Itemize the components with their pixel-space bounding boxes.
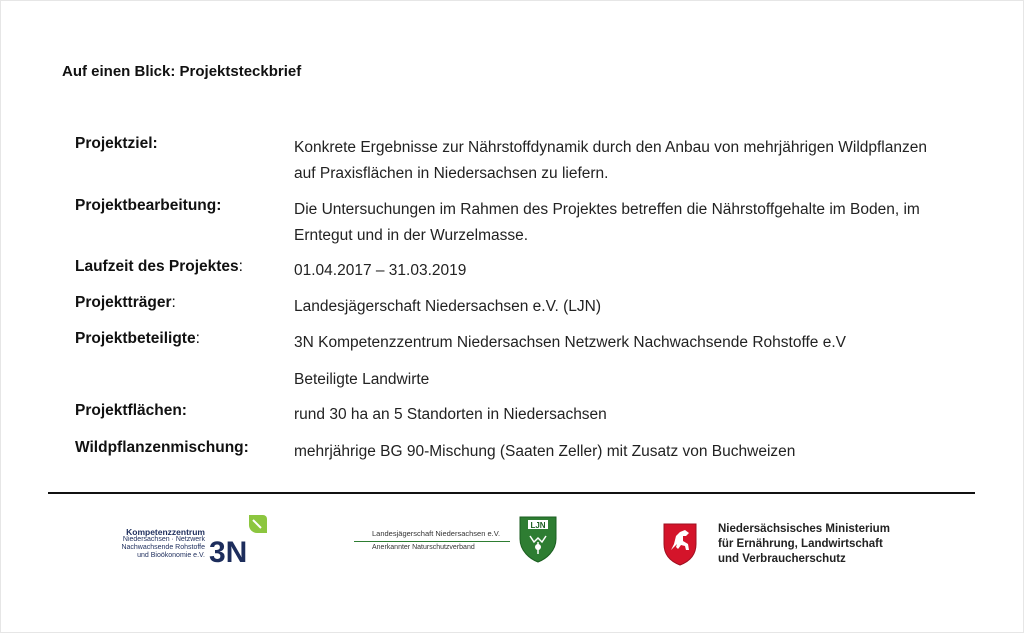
footer-divider xyxy=(48,492,975,494)
row-value: mehrjährige BG 90-Mischung (Saaten Zeller) mit Zusatz von Buchweizen xyxy=(294,443,796,460)
ljn-shield-icon xyxy=(517,514,559,564)
row-value: Konkrete Ergebnisse zur Nährstoffdynamik durch den Anbau von mehrjährigen Wildpflanzen auf Praxisflächen in Niedersachsen zu liefern. xyxy=(294,139,927,182)
row-label: Projektflächen: xyxy=(75,402,187,419)
row-value: rund 30 ha an 5 Standorten in Niedersachsen xyxy=(294,406,607,423)
niedersachsen-horse-crest-icon xyxy=(662,522,698,566)
svg-text:LJN: LJN xyxy=(530,521,546,530)
logo-niedersachsen-ministerium xyxy=(662,520,922,570)
svg-text:3N: 3N xyxy=(209,536,248,566)
row-value: Landesjägerschaft Niedersachsen e.V. (LJN) xyxy=(294,298,602,315)
row-label: Projektbearbeitung: xyxy=(75,197,222,214)
row-label: Projektträger: xyxy=(75,294,176,311)
logo-nds-text: Niedersächsisches Ministerium für Ernährung, Landwirtschaft und Verbraucherschutz xyxy=(718,523,890,565)
row-label: Projektziel: xyxy=(75,135,158,152)
logo-landesjaegerschaft: Landesjägerschaft Niedersachsen e.V. Anerkannter Naturschutzverband LJN xyxy=(352,514,564,568)
row-label: Wildpflanzenmischung: xyxy=(75,439,249,456)
logo-ljn-line xyxy=(354,541,510,542)
row-value: Beteiligte Landwirte xyxy=(294,371,430,388)
row-value: Die Untersuchungen im Rahmen des Projektes betreffen die Nährstoffgehalte im Boden, im Erntegut und in der Wurzelmasse. xyxy=(294,201,920,244)
row-value: 3N Kompetenzzentrum Niedersachsen Netzwerk Nachwachsende Rohstoffe e.V xyxy=(294,334,846,351)
row-label: Projektbeteiligte: xyxy=(75,330,200,347)
logo-3n-text: Kompetenzzentrum Niedersachsen · Netzwerk Nachwachsende Rohstoffe und Bioökonomie e.V. xyxy=(121,527,205,559)
logo-3n-kompetenzzentrum xyxy=(115,512,275,566)
row-label: Laufzeit des Projektes: xyxy=(75,258,243,275)
row-value: 01.04.2017 – 31.03.2019 xyxy=(294,262,467,279)
logo-3n-mark-icon xyxy=(205,512,275,566)
page-title: Auf einen Blick: Projektsteckbrief xyxy=(62,63,302,80)
